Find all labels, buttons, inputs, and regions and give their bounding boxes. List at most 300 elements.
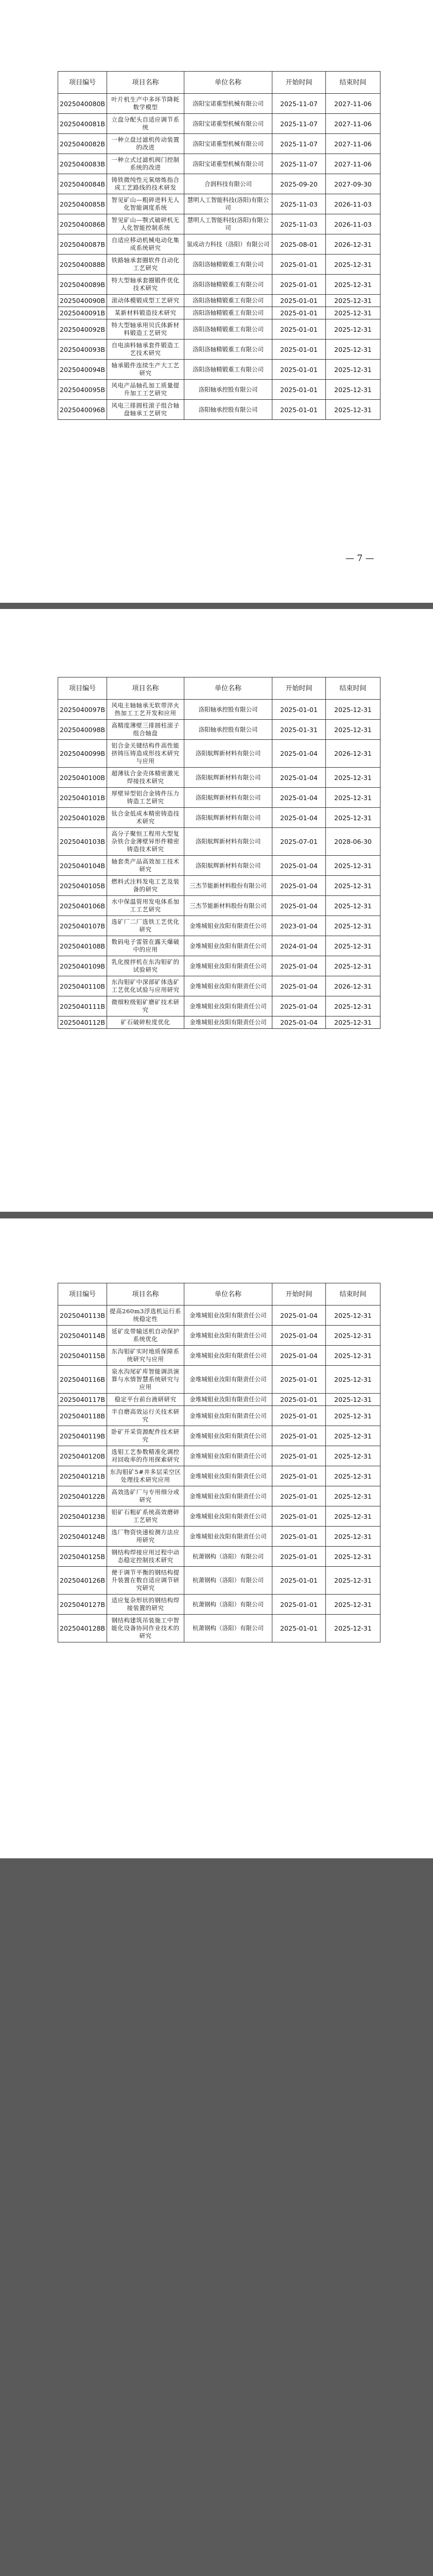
project-name-cell: 东沟钼矿5#井多层采空区处理技术研究应用: [107, 1466, 184, 1486]
project-name-cell: 厚壁异型铝合金铸件压力铸造工艺研究: [107, 788, 184, 808]
start-date-cell: 2025-01-04: [272, 996, 326, 1016]
project-code-cell: 2025040101B: [58, 788, 107, 808]
end-date-cell: 2025-12-31: [326, 936, 380, 956]
start-date-cell: 2025-01-04: [272, 856, 326, 876]
table-row: [58, 400, 380, 420]
table-row: [58, 896, 380, 916]
column-header: 结束时间: [326, 72, 380, 94]
project-code-cell: 2025040092B: [58, 319, 107, 340]
table-row: [58, 1615, 380, 1642]
start-date-cell: 2025-01-01: [272, 1527, 326, 1547]
table-row: [58, 307, 380, 319]
unit-name-cell: 金堆城钼业汝阳有限责任公司: [184, 936, 272, 956]
unit-name-cell: 洛阳洛轴精锻重工有限公司: [184, 275, 272, 295]
table-body: [58, 1306, 380, 1642]
start-date-cell: 2025-01-04: [272, 788, 326, 808]
table-row: [58, 340, 380, 360]
project-code-cell: 2025040104B: [58, 856, 107, 876]
end-date-cell: 2025-12-31: [326, 808, 380, 828]
project-name-cell: 高效选矿厂与专用细分或研究: [107, 1486, 184, 1506]
unit-name-cell: 杭萧钢构（洛阳）有限公司: [184, 1567, 272, 1595]
start-date-cell: 2025-11-03: [272, 214, 326, 234]
project-name-cell: 超薄钛合金壳体精密激光焊接技术研究: [107, 768, 184, 788]
end-date-cell: 2025-12-31: [326, 1346, 380, 1366]
project-code-cell: 2025040128B: [58, 1615, 107, 1642]
end-date-cell: 2025-12-31: [326, 340, 380, 360]
start-date-cell: 2025-01-01: [272, 1547, 326, 1567]
project-code-cell: 2025040086B: [58, 214, 107, 234]
project-code-cell: 2025040115B: [58, 1346, 107, 1366]
project-code-cell: 2025040098B: [58, 720, 107, 740]
table-row: [58, 1406, 380, 1426]
project-name-cell: 一种立盘过滤机传动装置的改进: [107, 134, 184, 154]
project-code-cell: 2025040127B: [58, 1595, 107, 1615]
project-code-cell: 2025040110B: [58, 976, 107, 996]
table-row: [58, 996, 380, 1016]
project-code-cell: 2025040114B: [58, 1326, 107, 1346]
unit-name-cell: 洛阳航辉新材料有限公司: [184, 788, 272, 808]
end-date-cell: 2025-12-31: [326, 788, 380, 808]
table-row: [58, 876, 380, 896]
project-code-cell: 2025040119B: [58, 1426, 107, 1446]
start-date-cell: 2025-09-20: [272, 174, 326, 194]
end-date-cell: 2025-12-31: [326, 856, 380, 876]
end-date-cell: 2025-12-31: [326, 768, 380, 788]
project-code-cell: 2025040120B: [58, 1446, 107, 1466]
start-date-cell: 2025-11-07: [272, 134, 326, 154]
end-date-cell: 2025-12-31: [326, 1426, 380, 1446]
column-header: 单位名称: [184, 72, 272, 94]
project-name-cell: 东沟钼矿中深部矿体选矿工艺优化试验与应用研究: [107, 976, 184, 996]
end-date-cell: 2027-11-06: [326, 134, 380, 154]
start-date-cell: 2025-01-04: [272, 956, 326, 976]
end-date-cell: 2025-12-31: [326, 1466, 380, 1486]
project-name-cell: 一种立式过滤机阀门控制系统的改进: [107, 154, 184, 174]
project-name-cell: 滚动体模锻成型工艺研究: [107, 295, 184, 307]
end-date-cell: 2025-12-31: [326, 916, 380, 936]
end-date-cell: 2025-12-31: [326, 1306, 380, 1326]
project-code-cell: 2025040103B: [58, 828, 107, 856]
start-date-cell: 2025-01-01: [272, 295, 326, 307]
project-name-cell: 铁路轴承套圈软件自动化工艺研究: [107, 255, 184, 275]
table-body: [58, 94, 380, 420]
end-date-cell: 2025-12-31: [326, 1615, 380, 1642]
project-code-cell: 2025040089B: [58, 275, 107, 295]
end-date-cell: 2025-12-31: [326, 956, 380, 976]
column-header: 项目名称: [107, 1283, 184, 1306]
end-date-cell: 2025-12-31: [326, 1486, 380, 1506]
project-code-cell: 2025040087B: [58, 234, 107, 255]
table-row: [58, 214, 380, 234]
document-page-8: [0, 609, 433, 1212]
project-name-cell: 特大型轴承用贝氏体新材料锻造工艺研究: [107, 319, 184, 340]
end-date-cell: 2027-11-06: [326, 154, 380, 174]
table-header-row: [58, 72, 380, 94]
table-row: [58, 1567, 380, 1595]
end-date-cell: 2025-12-31: [326, 996, 380, 1016]
unit-name-cell: 金堆城钼业汝阳有限责任公司: [184, 916, 272, 936]
project-code-cell: 2025040099B: [58, 740, 107, 768]
start-date-cell: 2025-01-01: [272, 255, 326, 275]
end-date-cell: 2025-12-31: [326, 1446, 380, 1466]
project-name-cell: 高分子聚恒工程用大型复杂铁合金薄壁异形件精密铸造技术研究: [107, 828, 184, 856]
start-date-cell: 2025-01-01: [272, 319, 326, 340]
column-header: 项目编号: [58, 1283, 107, 1306]
project-code-cell: 2025040097B: [58, 700, 107, 720]
unit-name-cell: 氢成动力科技（洛阳）有限公司: [184, 234, 272, 255]
project-name-cell: 智见矿山—粗碎进料无人化智能调度系统: [107, 194, 184, 214]
table-row: [58, 114, 380, 134]
table-row: [58, 1506, 380, 1527]
table-row: [58, 828, 380, 856]
unit-name-cell: 金堆城钼业汝阳有限责任公司: [184, 1527, 272, 1547]
table-row: [58, 936, 380, 956]
start-date-cell: 2025-01-01: [272, 1595, 326, 1615]
table-row: [58, 1326, 380, 1346]
table-row: [58, 740, 380, 768]
table-row: [58, 1547, 380, 1567]
table-row: [58, 134, 380, 154]
project-code-cell: 2025040083B: [58, 154, 107, 174]
unit-name-cell: 洛阳洛轴精锻重工有限公司: [184, 319, 272, 340]
project-name-cell: 选矿厂二厂选铁工艺优化研究: [107, 916, 184, 936]
column-header: 单位名称: [184, 677, 272, 700]
table-row: [58, 1466, 380, 1486]
unit-name-cell: 金堆城钼业汝阳有限责任公司: [184, 1486, 272, 1506]
table-row: [58, 1527, 380, 1547]
end-date-cell: 2025-12-31: [326, 275, 380, 295]
table-row: [58, 255, 380, 275]
table-row: [58, 174, 380, 194]
project-code-cell: 2025040121B: [58, 1466, 107, 1486]
column-header: 项目编号: [58, 677, 107, 700]
table-row: [58, 319, 380, 340]
end-date-cell: 2028-06-30: [326, 828, 380, 856]
table-header-row: [58, 677, 380, 700]
project-name-cell: 微细粒级钼矿磨矿技术研究: [107, 996, 184, 1016]
table-row: [58, 1366, 380, 1394]
table-row: [58, 1486, 380, 1506]
start-date-cell: 2025-01-01: [272, 1426, 326, 1446]
start-date-cell: 2025-01-01: [272, 1567, 326, 1595]
end-date-cell: 2025-12-31: [326, 1595, 380, 1615]
start-date-cell: 2025-01-01: [272, 275, 326, 295]
unit-name-cell: 洛阳洛轴精锻重工有限公司: [184, 295, 272, 307]
unit-name-cell: 洛阳航辉新材料有限公司: [184, 828, 272, 856]
project-code-cell: 2025040093B: [58, 340, 107, 360]
project-name-cell: 矿石破碎粒度优化: [107, 1016, 184, 1029]
table-row: [58, 1306, 380, 1326]
start-date-cell: 2025-01-01: [272, 1466, 326, 1486]
project-code-cell: 2025040091B: [58, 307, 107, 319]
unit-name-cell: 洛阳宝诺重型机械有限公司: [184, 134, 272, 154]
unit-name-cell: 洛阳航辉新材料有限公司: [184, 740, 272, 768]
unit-name-cell: 洛阳轴承控股有限公司: [184, 400, 272, 420]
project-code-cell: 2025040123B: [58, 1506, 107, 1527]
project-code-cell: 2025040126B: [58, 1567, 107, 1595]
unit-name-cell: 杭萧钢构（洛阳）有限公司: [184, 1595, 272, 1615]
start-date-cell: 2025-01-04: [272, 808, 326, 828]
project-name-cell: 延矿皮带输送机自动保护系统优化: [107, 1326, 184, 1346]
table-row: [58, 788, 380, 808]
start-date-cell: 2025-01-04: [272, 1326, 326, 1346]
project-code-cell: 2025040081B: [58, 114, 107, 134]
project-code-cell: 2025040085B: [58, 194, 107, 214]
end-date-cell: 2025-12-31: [326, 1366, 380, 1394]
unit-name-cell: 洛阳宝诺重型机械有限公司: [184, 154, 272, 174]
project-name-cell: 稳定平台前台液研研究: [107, 1394, 184, 1406]
end-date-cell: 2026-12-31: [326, 234, 380, 255]
project-name-cell: 风电三排圆柱滚子组合轴盘轴承工艺研究: [107, 400, 184, 420]
project-code-cell: 2025040100B: [58, 768, 107, 788]
project-table-page-8: [58, 677, 380, 1029]
unit-name-cell: 金堆城钼业汝阳有限责任公司: [184, 1366, 272, 1394]
start-date-cell: 2025-01-01: [272, 360, 326, 380]
project-name-cell: 数码电子雷管在露天爆破中的应用: [107, 936, 184, 956]
start-date-cell: 2025-07-01: [272, 828, 326, 856]
unit-name-cell: 金堆城钼业汝阳有限责任公司: [184, 976, 272, 996]
end-date-cell: 2025-12-31: [326, 896, 380, 916]
project-code-cell: 2025040094B: [58, 360, 107, 380]
unit-name-cell: 慧明人工智能科技(洛阳)有限公司: [184, 214, 272, 234]
project-name-cell: 自电油料轴承套件锻造工艺技术研究: [107, 340, 184, 360]
column-header: 结束时间: [326, 1283, 380, 1306]
project-code-cell: 2025040105B: [58, 876, 107, 896]
end-date-cell: 2025-12-31: [326, 1567, 380, 1595]
project-name-cell: 钢结构焊接应用过程中动态稳定控制技术研究: [107, 1547, 184, 1567]
end-date-cell: 2026-11-03: [326, 194, 380, 214]
column-header: 项目名称: [107, 677, 184, 700]
project-code-cell: 2025040124B: [58, 1527, 107, 1547]
end-date-cell: 2025-12-31: [326, 360, 380, 380]
project-name-cell: 水中保温管用发电体系加工工艺研究: [107, 896, 184, 916]
page-number: — 7 —: [345, 553, 374, 564]
project-name-cell: 特大型轴承套圈锻件优化技术研究: [107, 275, 184, 295]
unit-name-cell: 洛阳洛轴精锻重工有限公司: [184, 307, 272, 319]
project-name-cell: 卧矿开采资源配件技术研究: [107, 1426, 184, 1446]
start-date-cell: 2025-01-04: [272, 740, 326, 768]
start-date-cell: 2025-01-01: [272, 1406, 326, 1426]
start-date-cell: 2025-01-01: [272, 1615, 326, 1642]
unit-name-cell: 金堆城钼业汝阳有限责任公司: [184, 1346, 272, 1366]
unit-name-cell: 杭萧钢构（洛阳）有限公司: [184, 1615, 272, 1642]
end-date-cell: 2025-12-31: [326, 700, 380, 720]
project-name-cell: 提高260m3浮选机运行系统稳定性: [107, 1306, 184, 1326]
project-code-cell: 2025040106B: [58, 896, 107, 916]
start-date-cell: 2025-01-01: [272, 380, 326, 400]
end-date-cell: 2025-12-31: [326, 1016, 380, 1029]
project-code-cell: 2025040125B: [58, 1547, 107, 1567]
table-row: [58, 1346, 380, 1366]
start-date-cell: 2025-01-04: [272, 1346, 326, 1366]
start-date-cell: 2025-11-07: [272, 154, 326, 174]
table-body: [58, 700, 380, 1029]
project-code-cell: 2025040116B: [58, 1366, 107, 1394]
project-code-cell: 2025040095B: [58, 380, 107, 400]
document-page-9: [0, 1218, 433, 1858]
end-date-cell: 2025-12-31: [326, 1527, 380, 1547]
project-name-cell: 东沟钼矿实时地质保障系统研究与应用: [107, 1346, 184, 1366]
project-code-cell: 2025040122B: [58, 1486, 107, 1506]
start-date-cell: 2025-01-04: [272, 896, 326, 916]
unit-name-cell: 金堆城钼业汝阳有限责任公司: [184, 996, 272, 1016]
start-date-cell: 2025-11-07: [272, 94, 326, 114]
end-date-cell: 2025-12-31: [326, 1547, 380, 1567]
project-name-cell: 选厂物资快速检测方法应用研究: [107, 1527, 184, 1547]
table-row: [58, 1394, 380, 1406]
table-row: [58, 380, 380, 400]
unit-name-cell: 金堆城钼业汝阳有限责任公司: [184, 1446, 272, 1466]
project-name-cell: 高精度薄壁三排圆柱滚子组合轴盘: [107, 720, 184, 740]
unit-name-cell: 金堆城钼业汝阳有限责任公司: [184, 1406, 272, 1426]
project-name-cell: 叶片机生产中多环节降耗数学模型: [107, 94, 184, 114]
table-row: [58, 1446, 380, 1466]
unit-name-cell: 金堆城钼业汝阳有限责任公司: [184, 1466, 272, 1486]
project-name-cell: 铝合金关键结构件高性能挤铸压铸造成形技术研究与应用: [107, 740, 184, 768]
unit-name-cell: 金堆城钼业汝阳有限责任公司: [184, 956, 272, 976]
unit-name-cell: 洛阳宝诺重型机械有限公司: [184, 94, 272, 114]
table-row: [58, 360, 380, 380]
end-date-cell: 2025-12-31: [326, 1394, 380, 1406]
project-name-cell: 轴套类产品高效加工技术研究: [107, 856, 184, 876]
unit-name-cell: 洛阳洛轴精锻重工有限公司: [184, 360, 272, 380]
unit-name-cell: 金堆城钼业汝阳有限责任公司: [184, 1394, 272, 1406]
unit-name-cell: 洛阳航辉新材料有限公司: [184, 808, 272, 828]
start-date-cell: 2025-01-01: [272, 700, 326, 720]
unit-name-cell: 洛阳轴承控股有限公司: [184, 720, 272, 740]
start-date-cell: 2025-01-04: [272, 1016, 326, 1029]
table-row: [58, 808, 380, 828]
project-name-cell: 选钼工艺参数精准化调控对回收率的作用探索研究: [107, 1446, 184, 1466]
start-date-cell: 2025-01-04: [272, 976, 326, 996]
end-date-cell: 2025-12-31: [326, 1326, 380, 1346]
table-row: [58, 1426, 380, 1446]
table-row: [58, 856, 380, 876]
table-row: [58, 768, 380, 788]
end-date-cell: 2026-12-31: [326, 976, 380, 996]
project-code-cell: 2025040080B: [58, 94, 107, 114]
end-date-cell: 2025-12-31: [326, 876, 380, 896]
end-date-cell: 2025-12-31: [326, 400, 380, 420]
project-name-cell: 某新材料锻造技术研究: [107, 307, 184, 319]
project-code-cell: 2025040112B: [58, 1016, 107, 1029]
project-name-cell: 钛合金低成本精密铸造技术研究: [107, 808, 184, 828]
unit-name-cell: 金堆城钼业汝阳有限责任公司: [184, 1016, 272, 1029]
end-date-cell: 2025-12-31: [326, 380, 380, 400]
column-header: 开始时间: [272, 72, 326, 94]
unit-name-cell: 金堆城钼业汝阳有限责任公司: [184, 1306, 272, 1326]
project-code-cell: 2025040088B: [58, 255, 107, 275]
start-date-cell: 2025-01-01: [272, 340, 326, 360]
start-date-cell: 2025-11-07: [272, 114, 326, 134]
unit-name-cell: 洛阳航辉新材料有限公司: [184, 768, 272, 788]
project-name-cell: 立盘分配头自适应调节系统: [107, 114, 184, 134]
end-date-cell: 2027-11-06: [326, 114, 380, 134]
project-code-cell: 2025040084B: [58, 174, 107, 194]
table-row: [58, 1595, 380, 1615]
start-date-cell: 2025-01-31: [272, 720, 326, 740]
start-date-cell: 2023-01-04: [272, 916, 326, 936]
project-code-cell: 2025040111B: [58, 996, 107, 1016]
unit-name-cell: 洛阳洛轴精锻重工有限公司: [184, 255, 272, 275]
end-date-cell: 2025-12-31: [326, 295, 380, 307]
table-row: [58, 154, 380, 174]
unit-name-cell: 慧明人工智能科技(洛阳)有限公司: [184, 194, 272, 214]
project-name-cell: 乳化搅拌机在东沟钼矿的试验研究: [107, 956, 184, 976]
start-date-cell: 2025-01-01: [272, 307, 326, 319]
unit-name-cell: 洛阳轴承控股有限公司: [184, 700, 272, 720]
table-row: [58, 916, 380, 936]
end-date-cell: 2027-11-06: [326, 94, 380, 114]
end-date-cell: 2025-12-31: [326, 319, 380, 340]
unit-name-cell: 洛阳宝诺重型机械有限公司: [184, 114, 272, 134]
unit-name-cell: 洛阳洛轴精锻重工有限公司: [184, 340, 272, 360]
unit-name-cell: 洛阳航辉新材料有限公司: [184, 856, 272, 876]
project-code-cell: 2025040118B: [58, 1406, 107, 1426]
end-date-cell: 2025-12-31: [326, 1406, 380, 1426]
start-date-cell: 2025-01-01: [272, 1394, 326, 1406]
project-code-cell: 2025040117B: [58, 1394, 107, 1406]
project-table-page-7: [58, 71, 380, 420]
project-code-cell: 2025040090B: [58, 295, 107, 307]
project-table-page-9: [58, 1283, 380, 1642]
end-date-cell: 2027-09-30: [326, 174, 380, 194]
column-header: 项目编号: [58, 72, 107, 94]
project-name-cell: 半自磨高效运行关技术研究: [107, 1406, 184, 1426]
project-name-cell: 钢结构建筑吊装施工中智能化设备协同作业技术的研究: [107, 1615, 184, 1642]
table-row: [58, 275, 380, 295]
column-header: 开始时间: [272, 677, 326, 700]
column-header: 结束时间: [326, 677, 380, 700]
project-name-cell: 燃料式注料发电工艺及装备的研究: [107, 876, 184, 896]
project-name-cell: 铸铁微纯性元氧熔炼指合成工艺路线的技术研发: [107, 174, 184, 194]
project-code-cell: 2025040082B: [58, 134, 107, 154]
project-name-cell: 自适应移动机械电动化集成系统研究: [107, 234, 184, 255]
unit-name-cell: 三杰节能新材料股份有限公司: [184, 896, 272, 916]
project-code-cell: 2025040109B: [58, 956, 107, 976]
project-code-cell: 2025040102B: [58, 808, 107, 828]
table-row: [58, 1016, 380, 1029]
unit-name-cell: 金堆城钼业汝阳有限责任公司: [184, 1326, 272, 1346]
table-row: [58, 976, 380, 996]
start-date-cell: 2025-01-01: [272, 1446, 326, 1466]
end-date-cell: 2026-11-03: [326, 214, 380, 234]
project-code-cell: 2025040113B: [58, 1306, 107, 1326]
unit-name-cell: 合润科技有限公司: [184, 174, 272, 194]
end-date-cell: 2026-12-31: [326, 740, 380, 768]
end-date-cell: 2025-12-31: [326, 1506, 380, 1527]
table-row: [58, 295, 380, 307]
project-code-cell: 2025040107B: [58, 916, 107, 936]
start-date-cell: 2025-01-01: [272, 1366, 326, 1394]
start-date-cell: 2024-01-04: [272, 936, 326, 956]
start-date-cell: 2025-01-04: [272, 1306, 326, 1326]
table-header-row: [58, 1283, 380, 1306]
start-date-cell: 2025-01-01: [272, 400, 326, 420]
start-date-cell: 2025-01-04: [272, 768, 326, 788]
end-date-cell: 2025-12-31: [326, 255, 380, 275]
document-page-7: [0, 0, 433, 603]
unit-name-cell: 洛阳轴承控股有限公司: [184, 380, 272, 400]
unit-name-cell: 三杰节能新材料股份有限公司: [184, 876, 272, 896]
unit-name-cell: 杭萧钢构（洛阳）有限公司: [184, 1547, 272, 1567]
table-row: [58, 234, 380, 255]
column-header: 开始时间: [272, 1283, 326, 1306]
project-name-cell: 泉水沟尾矿库智能调洪演算与水情智慧系统研究与应用: [107, 1366, 184, 1394]
table-row: [58, 94, 380, 114]
unit-name-cell: 金堆城钼业汝阳有限责任公司: [184, 1426, 272, 1446]
column-header: 项目名称: [107, 72, 184, 94]
